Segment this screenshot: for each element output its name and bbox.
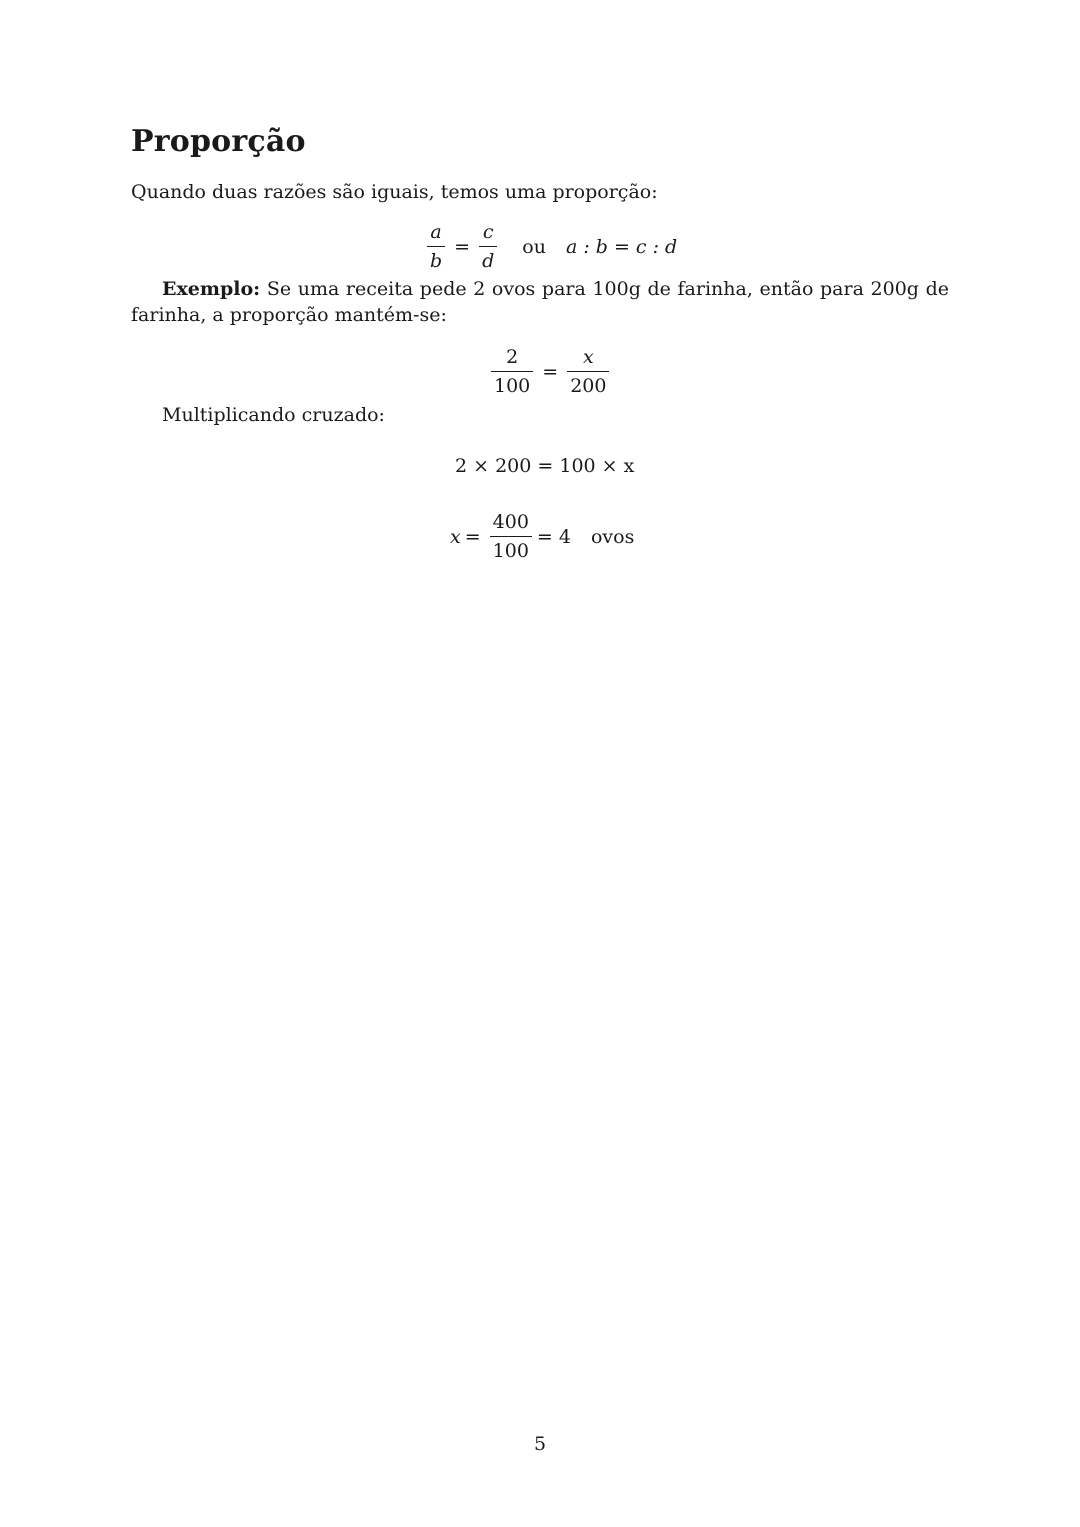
equals-sign: = (464, 525, 481, 548)
fraction-denominator: 100 (492, 540, 529, 562)
example-text: Se uma receita pede 2 ovos para 100g de farinha, então para 200g de farinha, a proporção mantém-se: (131, 278, 949, 326)
colon-form-equation: a : b = c : d (565, 235, 678, 258)
intro-paragraph: Quando duas razões são iguais, temos uma proporção: (131, 181, 658, 203)
section-title: Proporção (131, 124, 306, 159)
fraction-numerator: x (582, 346, 594, 368)
result-value: = 4 (536, 525, 571, 548)
example-label: Exemplo: (162, 278, 261, 300)
equals-sign: = (542, 360, 559, 383)
fraction-denominator: 100 (494, 375, 531, 397)
result-unit: ovos (590, 525, 635, 548)
fraction-denominator: 200 (570, 375, 607, 397)
example-proportion-equation (486, 345, 614, 398)
fraction-c-over-d (479, 220, 497, 273)
fraction-x-over-200 (567, 345, 609, 398)
connector-word: ou (522, 235, 546, 258)
fraction-numerator: c (482, 221, 494, 243)
example-paragraph (131, 276, 949, 328)
fraction-numerator: a (430, 221, 442, 243)
cross-multiply-expression: 2 × 200 = 100 × x (455, 455, 635, 477)
fraction-a-over-b (427, 220, 445, 273)
fraction-2-over-100 (491, 345, 533, 398)
fraction-denominator: b (430, 250, 443, 272)
fraction-numerator: 400 (492, 511, 529, 533)
result-equation (450, 510, 634, 563)
result-variable: x (450, 525, 461, 548)
fraction-numerator: 2 (506, 346, 519, 368)
proportion-definition-equation (422, 220, 677, 273)
equals-sign: = (454, 235, 471, 258)
fraction-denominator: d (482, 250, 495, 272)
fraction-400-over-100 (490, 510, 532, 563)
cross-multiply-paragraph (131, 402, 949, 428)
cross-multiply-label: Multiplicando cruzado: (162, 404, 385, 426)
page-number: 5 (533, 1433, 547, 1455)
cross-multiply-equation (455, 455, 634, 477)
